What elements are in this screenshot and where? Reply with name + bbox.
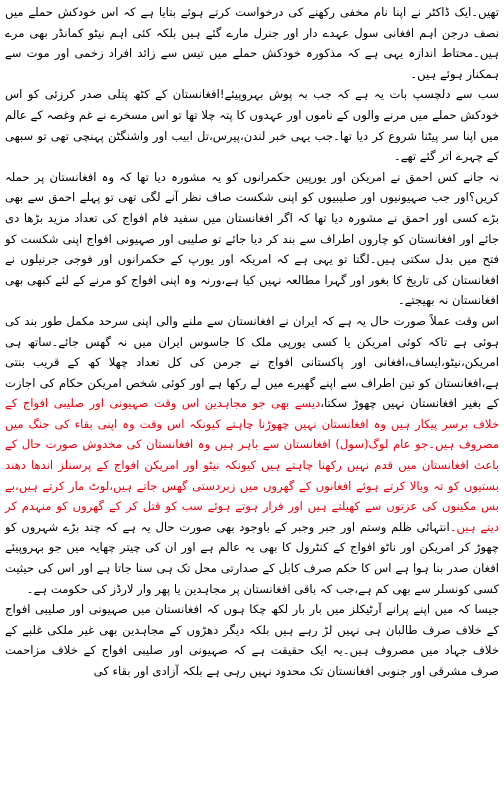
paragraph-text: اس وقت عملاً صورت حال یہ ہے کہ ایران نے افغانستان سے ملنے والی اپنی سرحد مکمل طور بند کی ہوئی ہے تاکہ کوئی امریکن یا کسی یورپی ملک کا جاسوس ایران میں نہ گھس جائے۔ساتھ ہی امریکن،نیٹو،ایساف،افغانی اور پاکستانی افواج نے جرمن کی کل تعداد چھلا کھ کے قریب بنتی ہے،افغانستان کو تین اطراف سے اپنے گھیرے میں لے رکھا ہے اور کوئی شخص امریکن حکام کی اجازت کے بغیر افغانستان نہیں چھوڑ سکتا، xyxy=(5,313,499,411)
paragraph-4 xyxy=(5,311,499,599)
highlighted-text: دیسے بھی جو مجاہدین اس وقت صہیونی اور صلیبی افواج کے خلاف برسر پیکار ہیں وہ افغانستان نہیں چھوڑنا چاہتے کیونکہ اس وقت وہ اپنی بقاء کی جنگ میں مصروف ہیں۔جو عام لوگ(سول) افغانستان سے باہر ہیں وہ افغانستان کی مخدوش صورت حال کے باعث افغانستان میں قدم نہیں رکھنا چاہتے ہیں کیونکہ نیٹو اور امریکن افواج کے پرسنلز اندھا دھند بستیوں کو تہ وبالا کرتے ہوئے افغانوں کے گھروں میں زبردستی گھس جاتے ہیں،لوٹ مار کرتے ہیں،بے بس مکینوں کی عزتوں سے کھیلتے ہیں اور فرار ہوتے ہوئے سب کو قتل کر کے گھروں کو منہدم کر دیتے ہیں۔ xyxy=(5,396,500,534)
paragraph-text: جیسا کہ میں اپنے پرانے آرٹیکلز میں بار بار لکھ چکا ہوں کہ افغانستان میں صہیونی اور صلیبی افواج کے خلاف صرف طالبان ہی نہیں لڑ رہے ہیں بلکہ دیگر دھڑوں کے مجاہدین بھی غیر ملکی غلبے کے خلاف جہاد میں مصروف ہیں۔یہ ایک حقیقت ہے کہ صہیونی اور صلیبی افواج کے خلاف مزاحمت صرف مشرقی اور جنوبی افغانستان تک محدود نہیں رہی ہے بلکہ آزادی اور بقاء کی xyxy=(5,602,499,678)
paragraph-text: نہ جانے کس احمق نے امریکن اور یورپین حکمرانوں کو یہ مشورہ دیا تھا کہ وہ افغانستان پر حملہ کریں؟اور جب صہیونیوں اور صلیبیوں کو اپنی شکست صاف نظر آنے لگی تھی تو پہلے احمق سے بھی بڑے کسی اور احمق نے مشورہ دیا تھا کہ اگر افغانستان میں سفید فام افواج کی تعداد مزید بڑھا دی جائے اور افغانستان کو چاروں اطراف سے بند کر دیا جائے تو صلیبی اور صہیونی افواج اپنی شکست کو فتح میں بدل سکتی ہیں۔لگتا تو یہی ہے کہ امریکہ اور یورپ کے حکمرانوں اور فوجی جرنیلوں نے افغانستان کی تاریخ کا بغور اور گہرا مطالعہ نہیں کیا ہے،ورنہ وہ اپنی افواج کو مرنے کے لئے کبھی بھی افغانستان نہ بھیجتے۔ xyxy=(5,169,499,308)
paragraph-text: سب سے دلچسپ بات یہ ہے کہ جب بہ پوش بہروپیئے!افغانستان کے کٹھ پتلی صدر کرزئی کو اس خودکش حملے میں مرنے والوں کے ناموں اور عہدوں کا پتہ چلا تھا تو اس مسخرے نے غم وغصہ کے عالم میں اپنا سر پیٹنا شروع کر دیا تھا۔جب یہی خبر لندن،پیرس،تل ابیب اور واشنگٹن پہنچی تھی تو سبھی کے چہرے اتر گئے تھے۔ xyxy=(5,87,499,164)
paragraph-1 xyxy=(5,2,499,84)
paragraph-text: تھیں۔ایک ڈاکٹر نے اپنا نام مخفی رکھنے کی درخواست کرتے ہوئے بتایا ہے کہ اس خودکش حملے میں نصف درجن اہم افغانی سول عہدے دار اور جنرل مارے گئے ہیں بلکہ کئی اہم نیٹو کمانڈر بھی مرے ہیں۔محتاط اندازہ یہی ہے کہ مذکورہ خودکش حملے میں تیس سے زائد افراد زخمی اور موت سے ہمکنار ہوئے ہیں۔ xyxy=(5,5,499,81)
paragraph-2 xyxy=(5,84,499,166)
paragraph-3 xyxy=(5,167,499,311)
paragraph-5 xyxy=(5,599,499,681)
paragraph-text: انتہائی ظلم وستم اور جبر وجبر کے باوجود بھی صورت حال یہ ہے کہ چند بڑے شہروں کو چھوڑ کر امریکن اور ناٹو افواج کے کنٹرول کا بھی یہ عالم ہے اور ان کی چیتر چھایہ میں جو بہروپیئے افغان صدر بنا ہوا ہے اس کا حکم صرف کابل کے صدارتی محل تک ہی سنا جاتا ہے اور اس کی حیثیت کسی کونسلر سے بھی کم ہے،جب کہ باقی افغانستان پر مجاہدین یا پھر وار لارڈز کی حکومت ہے۔ xyxy=(5,519,499,596)
